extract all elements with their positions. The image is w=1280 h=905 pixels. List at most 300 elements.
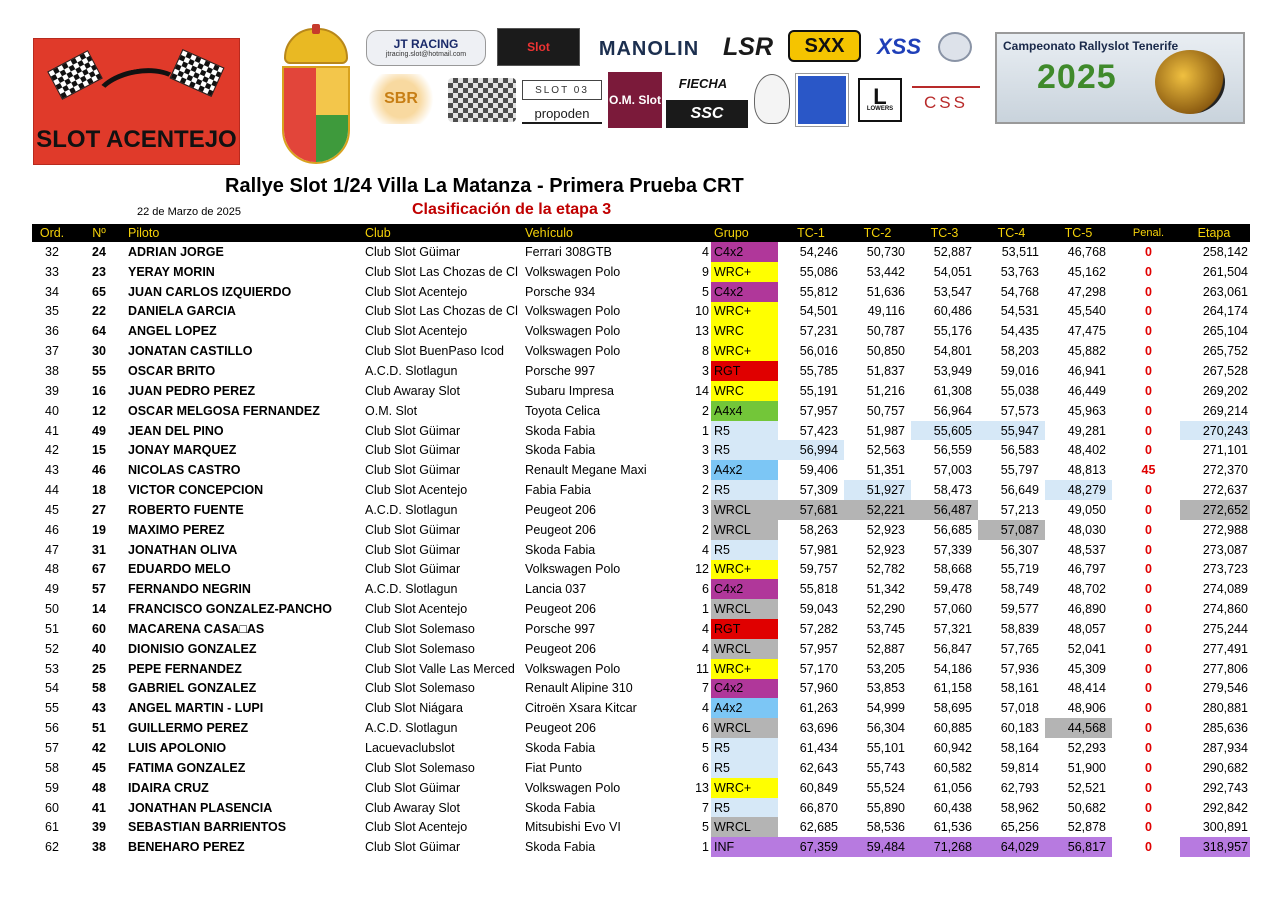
cell-penal: 0 — [1145, 502, 1152, 517]
table-row — [32, 321, 1250, 341]
header-ord: Ord. — [39, 226, 65, 240]
cell-club: Club Slot Solemaso — [365, 641, 475, 656]
cell-tc3: 60,582 — [933, 760, 972, 775]
cell-ord: 56 — [45, 721, 59, 736]
cell-penal: 0 — [1145, 641, 1152, 656]
cell-group-number: 8 — [702, 344, 709, 359]
cell-group-number: 11 — [696, 661, 709, 676]
sponsor-logo-fiecha: FIECHA — [678, 75, 728, 91]
sponsor-logo-propoden: propoden — [522, 104, 602, 124]
cell-vehiculo: Volkswagen Polo — [525, 344, 621, 359]
table-row — [32, 341, 1250, 361]
cell-tc1: 57,231 — [799, 324, 838, 339]
cell-tc3: 61,308 — [933, 383, 972, 398]
table-row — [32, 837, 1250, 857]
cell-etapa: 270,243 — [1180, 421, 1250, 441]
championship-emblem-icon — [1155, 50, 1225, 114]
table-row — [32, 639, 1250, 659]
cell-num: 38 — [92, 840, 106, 855]
cell-group-number: 12 — [695, 562, 709, 577]
cell-tc5: 50,682 — [1067, 800, 1106, 815]
cell-group-number: 6 — [702, 582, 709, 597]
cell-tc1: 54,501 — [799, 304, 838, 319]
cell-tc5: 46,941 — [1067, 363, 1106, 378]
cell-etapa: 285,636 — [1202, 721, 1248, 736]
page-title: Rallye Slot 1/24 Villa La Matanza - Primera Prueba CRT — [225, 175, 744, 197]
cell-group-number: 5 — [702, 820, 709, 835]
cell-tc1: 67,359 — [778, 837, 844, 857]
header-tc4: TC-4 — [997, 226, 1026, 240]
cell-grupo: WRC+ — [711, 341, 778, 361]
cell-vehiculo: Skoda Fabia — [525, 800, 596, 815]
cell-ord: 60 — [45, 800, 59, 815]
cell-vehiculo: Toyota Celica — [525, 403, 601, 418]
cell-etapa: 290,682 — [1202, 760, 1248, 775]
table-row — [32, 242, 1250, 262]
cell-ord: 35 — [45, 304, 59, 319]
table-row — [32, 698, 1250, 718]
sponsor-logo-checkered-car — [448, 78, 516, 122]
cell-piloto: GABRIEL GONZALEZ — [128, 681, 257, 696]
sponsor-logo-lsr: LSR — [723, 32, 773, 61]
cell-etapa: 279,546 — [1202, 681, 1248, 696]
cell-ord: 61 — [45, 820, 59, 835]
cell-penal: 0 — [1145, 423, 1152, 438]
cell-group-number: 4 — [702, 641, 709, 656]
cell-club: A.C.D. Slotlagun — [365, 582, 458, 597]
cell-tc2: 58,536 — [866, 820, 905, 835]
cell-ord: 57 — [45, 741, 59, 756]
cell-tc4: 55,719 — [1000, 562, 1039, 577]
cell-grupo: R5 — [711, 758, 778, 778]
cell-penal: 0 — [1145, 562, 1152, 577]
cell-tc4: 58,749 — [1000, 582, 1039, 597]
cell-tc5: 45,540 — [1067, 304, 1106, 319]
cell-vehiculo: Porsche 997 — [525, 363, 596, 378]
cell-tc3: 57,339 — [933, 542, 972, 557]
cell-tc2: 51,636 — [866, 284, 905, 299]
cell-piloto: FERNANDO NEGRIN — [128, 582, 251, 597]
table-row — [32, 758, 1250, 778]
cell-num: 48 — [92, 780, 106, 795]
cell-tc4: 57,573 — [1000, 403, 1039, 418]
cell-ord: 33 — [45, 264, 59, 279]
cell-vehiculo: Fabia Fabia — [525, 483, 592, 498]
cell-group-number: 7 — [702, 800, 709, 815]
cell-tc2: 52,887 — [866, 641, 905, 656]
cell-penal: 0 — [1145, 324, 1152, 339]
cell-tc5: 45,882 — [1067, 344, 1106, 359]
cell-group-number: 4 — [702, 244, 709, 259]
cell-tc1: 57,957 — [799, 403, 838, 418]
cell-piloto: JONAY MARQUEZ — [128, 443, 237, 458]
table-row — [32, 560, 1250, 580]
cell-num: 27 — [92, 502, 106, 517]
cell-piloto: IDAIRA CRUZ — [128, 780, 209, 795]
cell-group-number: 1 — [702, 840, 709, 855]
cell-tc1: 59,406 — [799, 463, 838, 478]
cell-grupo: WRCL — [711, 817, 778, 837]
cell-tc4: 53,511 — [1001, 244, 1039, 259]
cell-piloto: OSCAR BRITO — [128, 363, 216, 378]
cell-club: A.C.D. Slotlagun — [365, 721, 458, 736]
cell-piloto: GUILLERMO PEREZ — [128, 721, 249, 736]
cell-club: Club Slot Valle Las Merced — [365, 661, 515, 676]
cell-tc1: 61,434 — [799, 741, 838, 756]
cell-penal: 0 — [1145, 721, 1152, 736]
cell-tc4: 60,183 — [1000, 721, 1039, 736]
cell-club: Lacuevaclubslot — [365, 741, 455, 756]
cell-etapa: 277,491 — [1202, 641, 1248, 656]
cell-club: A.C.D. Slotlagun — [365, 502, 458, 517]
cell-tc5: 45,162 — [1067, 264, 1106, 279]
cell-num: 55 — [92, 363, 106, 378]
championship-banner — [995, 32, 1245, 124]
cell-tc4: 54,768 — [1000, 284, 1039, 299]
cell-club: Club Slot Acentejo — [365, 284, 468, 299]
cell-num: 58 — [92, 681, 106, 696]
table-row — [32, 798, 1250, 818]
cell-etapa: 267,528 — [1202, 363, 1248, 378]
cell-grupo: C4x2 — [711, 679, 778, 699]
cell-penal: 0 — [1145, 383, 1152, 398]
cell-piloto: ADRIAN JORGE — [128, 244, 224, 259]
cell-ord: 34 — [45, 284, 59, 299]
cell-tc3: 54,801 — [933, 344, 972, 359]
table-row — [32, 460, 1250, 480]
cell-etapa: 287,934 — [1202, 741, 1248, 756]
cell-penal: 0 — [1145, 483, 1152, 498]
cell-tc3: 61,536 — [933, 820, 972, 835]
championship-year: 2025 — [1037, 58, 1117, 96]
table-row — [32, 520, 1250, 540]
cell-ord: 59 — [45, 780, 59, 795]
cell-tc5: 45,963 — [1067, 403, 1106, 418]
cell-piloto: MAXIMO PEREZ — [128, 522, 225, 537]
cell-group-number: 13 — [695, 780, 709, 795]
table-row — [32, 500, 1250, 520]
cell-tc4: 58,839 — [1000, 621, 1039, 636]
cell-tc4: 56,307 — [1000, 542, 1039, 557]
cell-tc1: 57,309 — [799, 483, 838, 498]
crown-icon — [284, 28, 348, 64]
cell-etapa: 272,988 — [1202, 522, 1248, 537]
cell-etapa: 272,637 — [1202, 483, 1248, 498]
cell-tc1: 61,263 — [799, 701, 838, 716]
cell-etapa: 273,087 — [1202, 542, 1248, 557]
table-row — [32, 540, 1250, 560]
cell-tc2: 55,101 — [866, 741, 905, 756]
cell-penal: 0 — [1145, 363, 1152, 378]
cell-tc2: 52,782 — [866, 562, 905, 577]
cell-piloto: DIONISIO GONZALEZ — [128, 641, 257, 656]
checkered-flag-icon — [47, 50, 103, 100]
cell-tc4: 57,087 — [978, 520, 1045, 540]
cell-num: 16 — [92, 383, 106, 398]
cell-vehiculo: Skoda Fabia — [525, 542, 596, 557]
cell-grupo: WRCL — [711, 500, 778, 520]
cell-club: Club Slot Güimar — [365, 780, 461, 795]
cell-piloto: FATIMA GONZALEZ — [128, 760, 246, 775]
sponsor-logo-lowers: L LOWERS — [858, 78, 902, 122]
cell-tc3: 56,964 — [933, 403, 972, 418]
cell-tc3: 53,547 — [933, 284, 972, 299]
cell-num: 31 — [92, 542, 106, 557]
cell-grupo: WRC — [711, 321, 778, 341]
table-row — [32, 421, 1250, 441]
cell-num: 49 — [92, 423, 106, 438]
cell-tc4: 59,577 — [1000, 602, 1039, 617]
cell-piloto: JEAN DEL PINO — [128, 423, 224, 438]
cell-tc3: 58,695 — [933, 701, 972, 716]
cell-piloto: NICOLAS CASTRO — [128, 463, 241, 478]
cell-tc4: 57,213 — [1000, 502, 1039, 517]
cell-vehiculo: Skoda Fabia — [525, 741, 596, 756]
cell-tc4: 58,161 — [1000, 681, 1039, 696]
cell-etapa: 292,743 — [1202, 780, 1248, 795]
cell-grupo: R5 — [711, 738, 778, 758]
cell-grupo: WRCL — [711, 520, 778, 540]
cell-etapa: 269,214 — [1202, 403, 1248, 418]
cell-etapa: 265,104 — [1202, 324, 1248, 339]
cell-piloto: PEPE FERNANDEZ — [128, 661, 242, 676]
cell-tc4: 55,947 — [978, 421, 1045, 441]
sponsor-logo-slot03: SLOT 03 — [522, 80, 602, 100]
cell-tc1: 55,812 — [799, 284, 838, 299]
cell-tc3: 60,885 — [933, 721, 972, 736]
cell-tc1: 60,849 — [799, 780, 838, 795]
cell-tc3: 57,003 — [933, 463, 972, 478]
cell-tc1: 57,960 — [799, 681, 838, 696]
cell-tc5: 49,281 — [1067, 423, 1106, 438]
cell-ord: 48 — [45, 562, 59, 577]
cell-num: 39 — [92, 820, 106, 835]
municipal-crest-icon — [276, 28, 356, 168]
cell-tc1: 54,246 — [799, 244, 838, 259]
cell-tc5: 45,309 — [1067, 661, 1106, 676]
cell-piloto: LUIS APOLONIO — [128, 741, 227, 756]
table-row — [32, 659, 1250, 679]
cell-etapa: 274,089 — [1202, 582, 1248, 597]
cell-etapa: 292,842 — [1202, 800, 1248, 815]
cell-num: 60 — [92, 621, 106, 636]
cell-penal: 0 — [1145, 760, 1152, 775]
cell-club: Club Slot Güimar — [365, 562, 461, 577]
cell-tc2: 53,745 — [866, 621, 905, 636]
cell-grupo: WRC — [711, 381, 778, 401]
table-row — [32, 302, 1250, 322]
cell-tc4: 54,435 — [1000, 324, 1039, 339]
cell-tc3: 58,473 — [933, 483, 972, 498]
cell-tc5: 48,030 — [1067, 522, 1106, 537]
cell-tc3: 57,321 — [933, 621, 972, 636]
table-row — [32, 817, 1250, 837]
cell-penal: 0 — [1145, 403, 1152, 418]
cell-club: Club Awaray Slot — [365, 383, 460, 398]
cell-club: O.M. Slot — [365, 403, 418, 418]
cell-tc2: 52,923 — [866, 542, 905, 557]
cell-num: 57 — [92, 582, 106, 597]
cell-ord: 44 — [45, 483, 59, 498]
cell-group-number: 4 — [702, 701, 709, 716]
cell-tc2: 52,290 — [866, 602, 905, 617]
cell-piloto: SEBASTIAN BARRIENTOS — [128, 820, 287, 835]
cell-group-number: 1 — [702, 423, 709, 438]
cell-club: Club Slot BuenPaso Icod — [365, 344, 504, 359]
cell-penal: 0 — [1145, 602, 1152, 617]
cell-tc1: 55,785 — [799, 363, 838, 378]
header-tc5: TC-5 — [1064, 226, 1093, 240]
cell-group-number: 4 — [702, 542, 709, 557]
cell-grupo: WRC+ — [711, 560, 778, 580]
cell-tc2: 51,987 — [866, 423, 905, 438]
table-header — [32, 224, 1250, 242]
cell-piloto: JONATHAN PLASENCIA — [128, 800, 273, 815]
cell-tc4: 62,793 — [1000, 780, 1039, 795]
cell-ord: 52 — [45, 641, 59, 656]
cell-piloto: ANGEL MARTIN - LUPI — [128, 701, 264, 716]
cell-tc1: 55,086 — [799, 264, 838, 279]
cell-club: Club Slot Solemaso — [365, 760, 475, 775]
cell-ord: 39 — [45, 383, 59, 398]
cell-penal: 45 — [1141, 463, 1156, 478]
cell-group-number: 10 — [695, 304, 709, 319]
sponsor-emblem-icon — [754, 74, 790, 124]
cell-tc5: 47,475 — [1067, 324, 1106, 339]
cell-tc2: 56,304 — [866, 721, 905, 736]
cell-num: 45 — [92, 760, 106, 775]
cell-penal: 0 — [1145, 522, 1152, 537]
cell-tc4: 57,018 — [1000, 701, 1039, 716]
table-row — [32, 381, 1250, 401]
cell-tc5: 48,279 — [1045, 480, 1112, 500]
cell-tc4: 58,962 — [1000, 800, 1039, 815]
sponsor-logo-css: CSS — [912, 86, 980, 118]
cell-club: Club Slot Acentejo — [365, 602, 468, 617]
cell-ord: 37 — [45, 344, 59, 359]
cell-tc4: 54,531 — [1000, 304, 1039, 319]
cell-tc2: 50,757 — [866, 403, 905, 418]
cell-tc3: 56,487 — [911, 500, 978, 520]
cell-num: 18 — [92, 483, 106, 498]
cell-vehiculo: Peugeot 206 — [525, 502, 596, 517]
cell-group-number: 9 — [702, 264, 709, 279]
cell-grupo: WRC+ — [711, 262, 778, 282]
cell-num: 41 — [92, 800, 106, 815]
cell-penal: 0 — [1145, 621, 1152, 636]
cell-num: 25 — [92, 661, 106, 676]
cell-num: 40 — [92, 641, 106, 656]
cell-grupo: WRCL — [711, 599, 778, 619]
cell-tc3: 56,847 — [933, 641, 972, 656]
cell-tc2: 55,890 — [866, 800, 905, 815]
cell-grupo: WRC+ — [711, 659, 778, 679]
cell-group-number: 3 — [702, 502, 709, 517]
table-row — [32, 480, 1250, 500]
cell-tc2: 59,484 — [844, 837, 911, 857]
cell-ord: 46 — [45, 522, 59, 537]
cell-tc5: 46,449 — [1067, 383, 1106, 398]
cell-vehiculo: Renault Alipine 310 — [525, 681, 633, 696]
cell-club: Club Slot Acentejo — [365, 483, 468, 498]
table-row — [32, 778, 1250, 798]
sponsor-logo-sbr: SBR — [362, 74, 440, 124]
cell-etapa: 264,174 — [1202, 304, 1248, 319]
cell-ord: 53 — [45, 661, 59, 676]
cell-vehiculo: Renault Megane Maxi — [525, 463, 647, 478]
stage-subtitle: Clasificación de la etapa 3 — [412, 201, 612, 218]
cell-tc4: 58,203 — [1000, 344, 1039, 359]
cell-tc3: 52,887 — [933, 244, 972, 259]
cell-group-number: 3 — [702, 443, 709, 458]
cell-penal: 0 — [1145, 284, 1152, 299]
cell-tc5: 46,768 — [1067, 244, 1106, 259]
header-vehiculo: Vehículo — [525, 226, 573, 240]
cell-grupo: RGT — [711, 619, 778, 639]
cell-grupo: R5 — [711, 421, 778, 441]
cell-tc2: 50,730 — [866, 244, 905, 259]
cell-tc1: 57,170 — [799, 661, 838, 676]
cell-group-number: 5 — [702, 284, 709, 299]
cell-tc5: 48,402 — [1067, 443, 1106, 458]
cell-tc4: 57,936 — [1000, 661, 1039, 676]
cell-ord: 51 — [45, 621, 59, 636]
cell-vehiculo: Peugeot 206 — [525, 641, 596, 656]
cell-tc1: 63,696 — [799, 721, 838, 736]
cell-num: 14 — [92, 602, 106, 617]
slot-acentejo-logo — [33, 38, 240, 165]
cell-grupo: C4x2 — [711, 242, 778, 262]
cell-tc1: 58,263 — [799, 522, 838, 537]
cell-penal: 0 — [1145, 443, 1152, 458]
cell-grupo: A4x2 — [711, 698, 778, 718]
cell-vehiculo: Volkswagen Polo — [525, 304, 621, 319]
cell-tc5: 52,521 — [1067, 780, 1106, 795]
cell-grupo: A4x4 — [711, 401, 778, 421]
cell-piloto: FRANCISCO GONZALEZ-PANCHO — [128, 602, 332, 617]
cell-tc2: 51,927 — [844, 480, 911, 500]
cell-etapa: 280,881 — [1202, 701, 1248, 716]
cell-tc4: 56,583 — [1000, 443, 1039, 458]
cell-piloto: JUAN PEDRO PEREZ — [128, 383, 256, 398]
cell-etapa: 269,202 — [1202, 383, 1248, 398]
cell-vehiculo: Skoda Fabia — [525, 840, 596, 855]
cell-tc4: 65,256 — [1000, 820, 1039, 835]
cell-tc5: 46,890 — [1067, 602, 1106, 617]
cell-tc2: 53,205 — [866, 661, 905, 676]
cell-ord: 43 — [45, 463, 59, 478]
event-date: 22 de Marzo de 2025 — [137, 206, 241, 218]
cell-tc5: 51,900 — [1067, 760, 1106, 775]
header-penal: Penal. — [1132, 227, 1165, 239]
cell-group-number: 6 — [702, 760, 709, 775]
header-tc3: TC-3 — [930, 226, 959, 240]
cell-tc2: 51,216 — [866, 383, 905, 398]
cell-club: Club Slot Solemaso — [365, 681, 475, 696]
cell-num: 23 — [92, 264, 106, 279]
cell-piloto: BENEHARO PEREZ — [128, 840, 245, 855]
cell-grupo: R5 — [711, 480, 778, 500]
header-piloto: Piloto — [128, 226, 160, 240]
cell-vehiculo: Subaru Impresa — [525, 383, 614, 398]
cell-num: 64 — [92, 324, 106, 339]
cell-num: 12 — [92, 403, 106, 418]
cell-etapa: 272,370 — [1202, 463, 1248, 478]
cell-num: 42 — [92, 741, 106, 756]
cell-vehiculo: Skoda Fabia — [525, 423, 596, 438]
cell-grupo: WRCL — [711, 639, 778, 659]
cell-tc4: 55,797 — [1000, 463, 1039, 478]
